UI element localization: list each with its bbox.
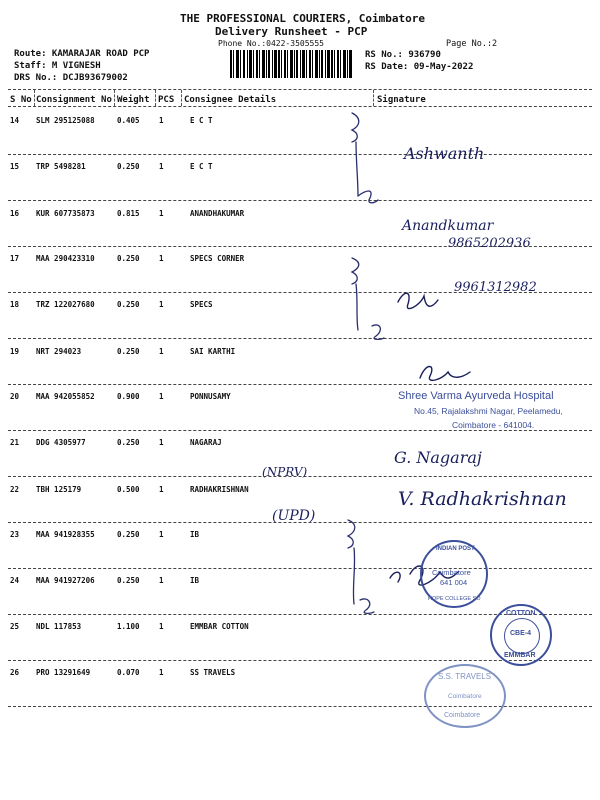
- row-consignee: IB: [190, 576, 200, 585]
- col-sno: S No: [10, 95, 32, 105]
- row-pcs: 1: [159, 162, 164, 171]
- drs-number: DRS No.: DCJB93679002: [14, 73, 128, 83]
- page-number: Page No.:2: [446, 39, 498, 49]
- row-pcs: 1: [159, 485, 164, 494]
- row-consignee: SS TRAVELS: [190, 668, 236, 677]
- travels-stamp-top: S.S. TRAVELS: [438, 672, 492, 681]
- row-consignment: MAA 290423310: [36, 254, 95, 263]
- row-consignee: SPECS CORNER: [190, 254, 245, 263]
- post-stamp-bottom: HOPE COLLEGE SO: [428, 596, 481, 602]
- route-label: Route: KAMARAJAR ROAD PCP: [14, 49, 150, 59]
- row-weight: 0.815: [117, 209, 140, 218]
- staff-label: Staff: M VIGNESH: [14, 61, 101, 71]
- signature-row-21: G. Nagaraj: [394, 448, 482, 467]
- row-weight: 0.500: [117, 485, 140, 494]
- row-pcs: 1: [159, 300, 164, 309]
- row-sno: 21: [10, 438, 20, 447]
- row-consignment: TRZ 122027680: [36, 300, 95, 309]
- post-stamp-top: INDIAN POST: [436, 546, 475, 552]
- row-consignee: NAGARAJ: [190, 438, 222, 447]
- row-consignment: NRT 294023: [36, 347, 82, 356]
- runsheet-title: Delivery Runsheet - PCP: [215, 25, 368, 38]
- row-consignee: ANANDHAKUMAR: [190, 209, 245, 218]
- row-weight: 0.070: [117, 668, 140, 677]
- row-weight: 0.250: [117, 530, 140, 539]
- row-sno: 19: [10, 347, 20, 356]
- row-weight: 0.405: [117, 116, 140, 125]
- row-consignment: SLM 295125088: [36, 116, 95, 125]
- col-pcs: PCS: [158, 95, 175, 105]
- row-sno: 22: [10, 485, 20, 494]
- signature-row-16: Anandkumar: [402, 218, 494, 234]
- row-weight: 0.250: [117, 300, 140, 309]
- row-weight: 0.250: [117, 576, 140, 585]
- row-consignment: TBH 125179: [36, 485, 82, 494]
- col-consignment: Consignment No: [36, 95, 112, 105]
- col-weight: Weight: [117, 95, 150, 105]
- row-consignee: SPECS: [190, 300, 213, 309]
- row-pcs: 1: [159, 347, 164, 356]
- row-consignment: MAA 941928355: [36, 530, 95, 539]
- row-consignee: E C T: [190, 116, 213, 125]
- travels-stamp-bottom: Coimbatore: [444, 712, 481, 719]
- phone-row-16: 9865202936: [448, 236, 531, 251]
- row-pcs: 1: [159, 116, 164, 125]
- row-consignee: RADHAKRISHNAN: [190, 485, 249, 494]
- row-consignment: NDL 117853: [36, 622, 82, 631]
- row-consignment: PRO 13291649: [36, 668, 91, 677]
- post-stamp-pin: 641 004: [440, 578, 468, 587]
- signature-row-15: Ashwanth: [404, 144, 485, 163]
- row-weight: 0.250: [117, 254, 140, 263]
- travels-stamp-mid: Coimbatore: [448, 693, 482, 700]
- phone-row-18: 9961312982: [454, 280, 537, 295]
- cotton-stamp-code: CBE-4: [510, 630, 532, 637]
- row-pcs: 1: [159, 392, 164, 401]
- row-consignee: E C T: [190, 162, 213, 171]
- row-sno: 23: [10, 530, 20, 539]
- ss-travels-stamp: [424, 664, 506, 728]
- col-signature: Signature: [377, 95, 426, 105]
- row-weight: 1.100: [117, 622, 140, 631]
- post-stamp-city: Coimbatore: [432, 568, 471, 577]
- emmbar-cotton-stamp: [490, 604, 552, 666]
- row-consignment: KUR 607735873: [36, 209, 95, 218]
- cotton-stamp-bottom: EMMBAR: [504, 652, 536, 659]
- row-weight: 0.250: [117, 162, 140, 171]
- row-sno: 14: [10, 116, 20, 125]
- signature-row-22: V. Radhakrishnan: [398, 488, 567, 510]
- row-pcs: 1: [159, 438, 164, 447]
- hospital-name: Shree Varma Ayurveda Hospital: [398, 390, 554, 402]
- phone-number: Phone No.:0422-3505555: [218, 39, 324, 48]
- row-consignment: DDG 4305977: [36, 438, 86, 447]
- rs-number: RS No.: 936790: [365, 50, 441, 60]
- row-consignee: SAI KARTHI: [190, 347, 236, 356]
- hospital-city: Coimbatore - 641004.: [452, 420, 535, 430]
- row-consignment: MAA 942055852: [36, 392, 95, 401]
- row-sno: 15: [10, 162, 20, 171]
- post-office-stamp: [420, 540, 488, 608]
- row-consignee: PONNUSAMY: [190, 392, 231, 401]
- row-sno: 16: [10, 209, 20, 218]
- row-pcs: 1: [159, 254, 164, 263]
- annotation-row-22-top: (NPRV): [262, 465, 308, 479]
- hospital-address: No.45, Rajalakshmi Nagar, Peelamedu,: [414, 406, 563, 416]
- company-name: THE PROFESSIONAL COURIERS, Coimbatore: [180, 12, 426, 25]
- row-pcs: 1: [159, 209, 164, 218]
- row-sno: 18: [10, 300, 20, 309]
- row-sno: 20: [10, 392, 20, 401]
- row-sno: 24: [10, 576, 20, 585]
- cotton-stamp-top: COTTON: [506, 610, 536, 617]
- row-pcs: 1: [159, 668, 164, 677]
- row-sno: 17: [10, 254, 20, 263]
- row-pcs: 1: [159, 622, 164, 631]
- row-consignment: TRP 5498281: [36, 162, 86, 171]
- row-sno: 26: [10, 668, 20, 677]
- col-consignee: Consignee Details: [184, 95, 277, 105]
- rs-date: RS Date: 09-May-2022: [365, 62, 474, 72]
- row-consignment: MAA 941927206: [36, 576, 95, 585]
- row-pcs: 1: [159, 576, 164, 585]
- annotation-row-22-bottom: (UPD): [272, 508, 316, 524]
- row-sno: 25: [10, 622, 20, 631]
- row-weight: 0.250: [117, 438, 140, 447]
- row-consignee: IB: [190, 530, 200, 539]
- row-consignee: EMMBAR COTTON: [190, 622, 249, 631]
- row-pcs: 1: [159, 530, 164, 539]
- row-weight: 0.250: [117, 347, 140, 356]
- row-weight: 0.900: [117, 392, 140, 401]
